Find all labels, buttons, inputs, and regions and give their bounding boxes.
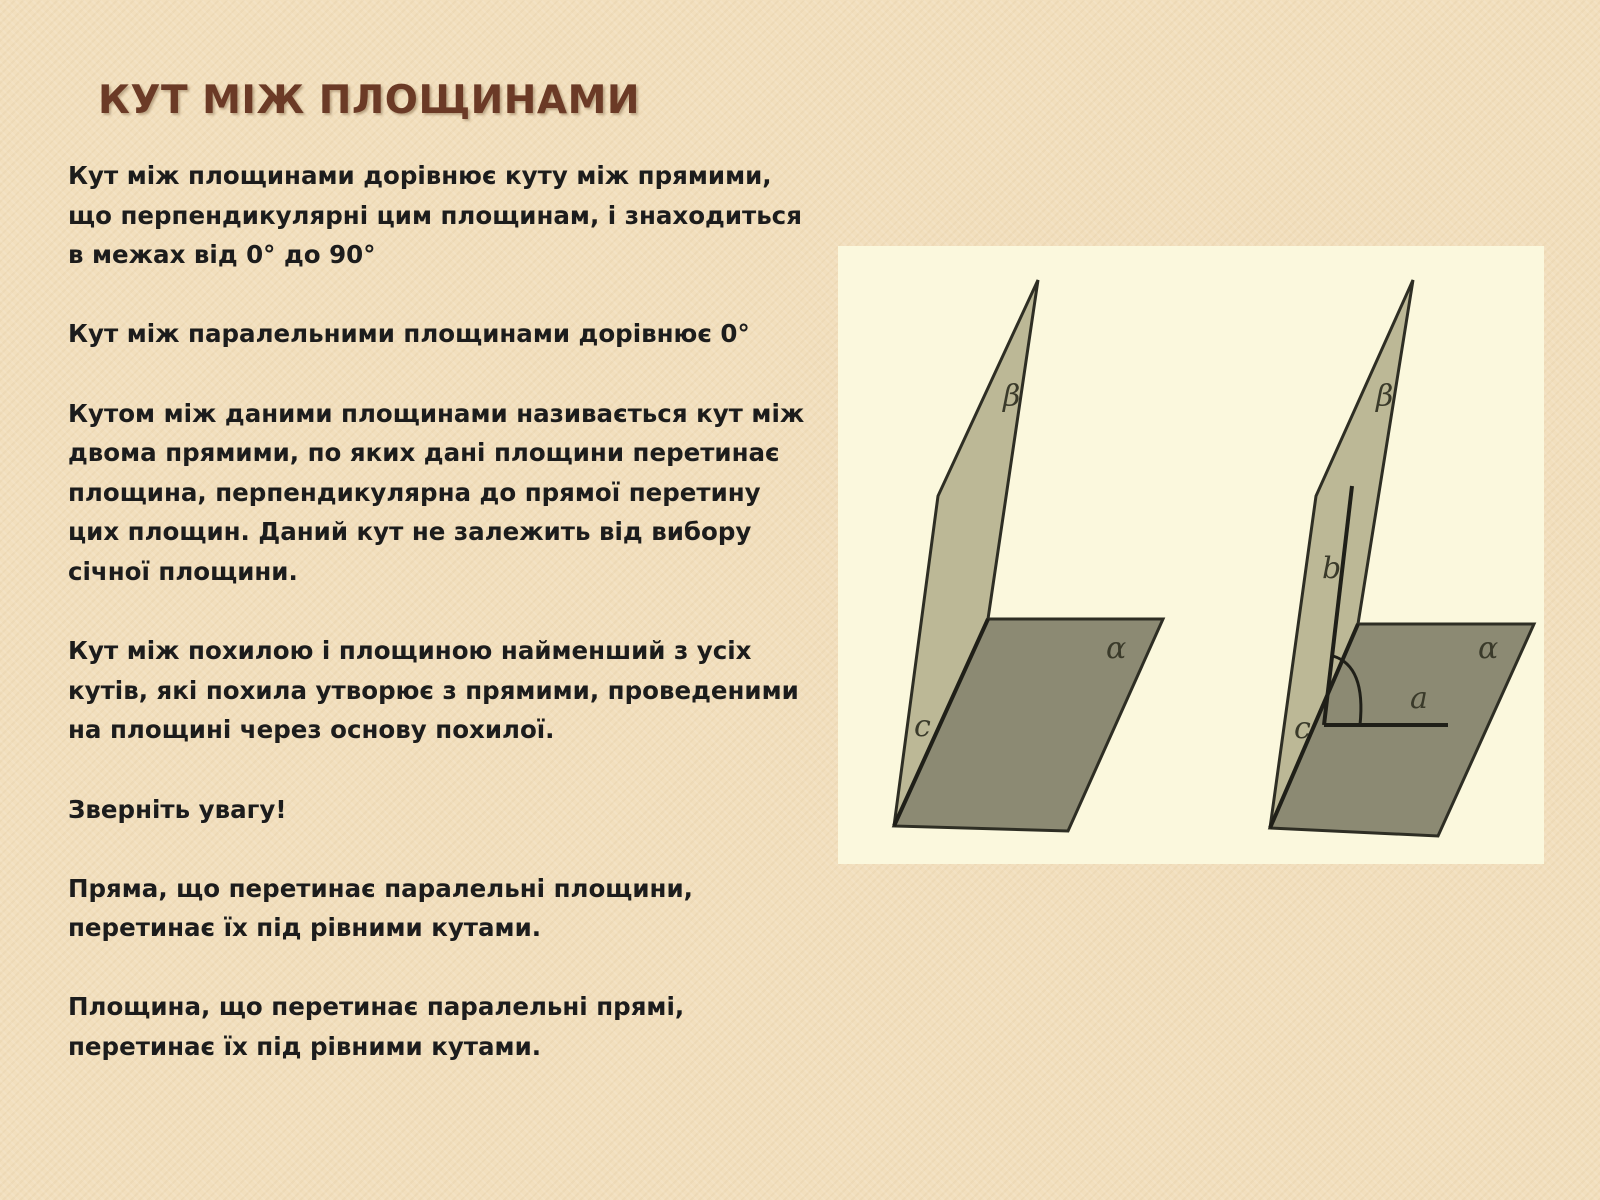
paragraph-angle-definition: Кут між площинами дорівнює куту між прямими, що перпендикулярні цим площинам, і знаходиться в межах від 0° до 90° [68,161,802,270]
right-beta-label: β [1376,379,1394,414]
right-b-label: b [1322,551,1342,586]
planes-diagram [838,246,1544,864]
planes-figure [838,246,1544,864]
paragraph-inclined-line: Кут між похилою і площиною найменший з усіх кутів, які похила утворює з прямими, проведеними на площині через основу похилої. [68,636,799,745]
paragraph-attention: Зверніть увагу! [68,794,287,824]
right-a-label: a [1410,681,1428,716]
right-c-label: c [1294,711,1311,746]
paragraph-plane-parallel-lines: Площина, що перетинає паралельні прямі, перетинає їх під рівними кутами. [68,992,685,1062]
left-beta-label: β [1003,379,1021,414]
slide-body [68,156,808,1106]
left-alpha-label: α [1106,631,1127,666]
paragraph-parallel-planes: Кут між паралельними площинами дорівнює 0° [68,319,750,349]
slide-title: КУТ МІЖ ПЛОЩИНАМИ [98,78,641,123]
paragraph-dihedral-angle: Кутом між даними площинами називається кут між двома прямими, по яких дані площини перетинає площина, перпендикулярна до прямої перетину цих площин. Даний кут не залежить від вибору січної площини. [68,398,805,586]
right-alpha-label: α [1478,631,1499,666]
left-c-label: c [914,709,931,744]
left-diagram [894,280,1163,831]
right-diagram [1270,280,1534,836]
paragraph-line-parallel-planes: Пряма, що перетинає паралельні площини, перетинає їх під рівними кутами. [68,873,693,943]
